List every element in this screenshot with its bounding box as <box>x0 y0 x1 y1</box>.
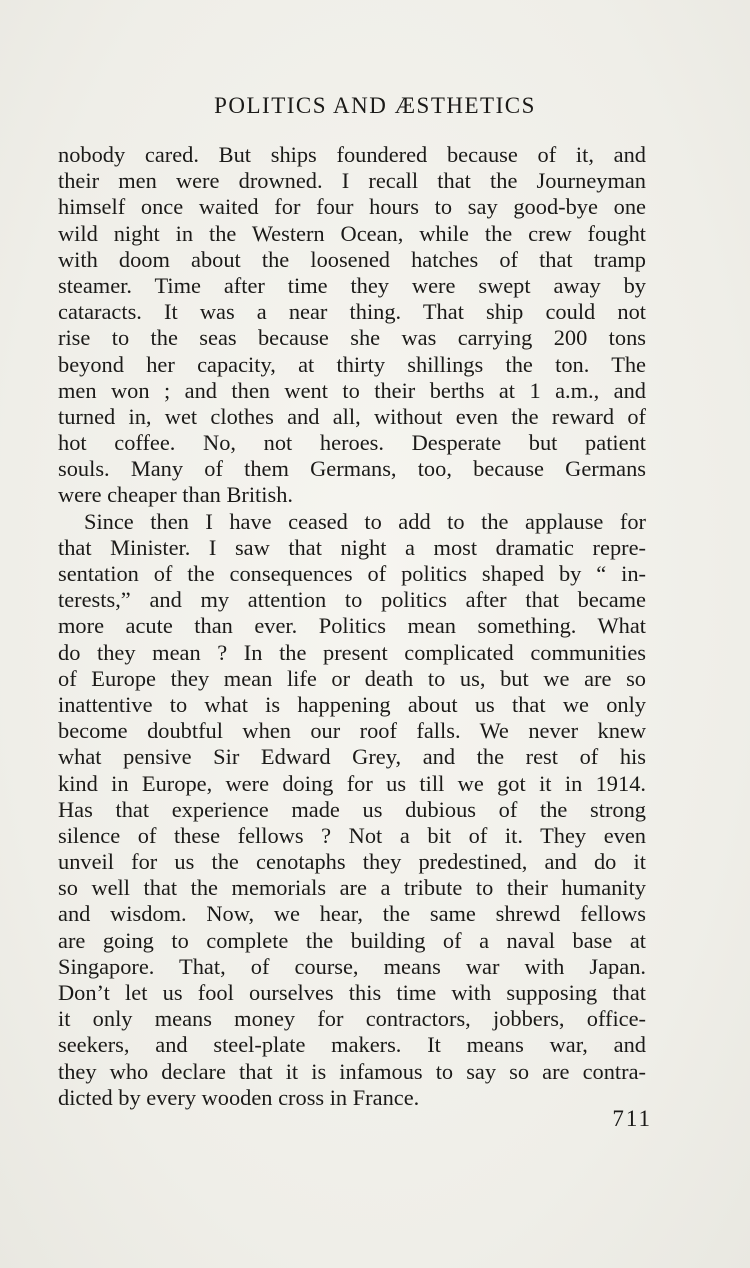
text-line: more acute than ever. Politics mean something. What <box>58 613 646 639</box>
text-line: souls. Many of them Germans, too, because Germans <box>58 456 646 482</box>
text-line: wild night in the Western Ocean, while the crew fought <box>58 220 646 246</box>
text-line: and wisdom. Now, we hear, the same shrewd fellows <box>58 901 646 927</box>
text-line: Has that experience made us dubious of the strong <box>58 796 646 822</box>
text-line: men won ; and then went to their berths at 1 a.m., and <box>58 377 646 403</box>
paragraph <box>58 509 646 1111</box>
page-number: 711 <box>612 1106 652 1131</box>
text-line: become doubtful when our roof falls. We never knew <box>58 718 646 744</box>
text-line: cataracts. It was a near thing. That ship could not <box>58 299 646 325</box>
body-text <box>58 142 646 1111</box>
text-line: they who declare that it is infamous to say so are contra- <box>58 1058 646 1084</box>
text-line: nobody cared. But ships foundered because of it, and <box>58 142 646 167</box>
text-line: silence of these fellows ? Not a bit of it. They even <box>58 822 646 848</box>
text-line: inattentive to what is happening about us that we only <box>58 691 646 717</box>
paragraph <box>58 142 646 509</box>
text-line: are going to complete the building of a naval base at <box>58 927 646 953</box>
text-line: sentation of the consequences of politics shaped by “ in- <box>58 561 646 586</box>
text-line: steamer. Time after time they were swept away by <box>58 272 646 298</box>
text-line: turned in, wet clothes and all, without even the reward of <box>58 403 646 429</box>
text-line: terests,” and my attention to politics after that became <box>58 587 646 613</box>
running-head: POLITICS AND ÆSTHETICS <box>214 93 536 118</box>
text-line: do they mean ? In the present complicated communities <box>58 639 646 665</box>
text-line: what pensive Sir Edward Grey, and the rest of his <box>58 744 646 770</box>
text-line: rise to the seas because she was carrying 200 tons <box>58 325 646 351</box>
text-line: Since then I have ceased to add to the applause for <box>84 508 646 534</box>
text-line: kind in Europe, were doing for us till we got it in 1914. <box>58 770 646 796</box>
text-line: were cheaper than British. <box>58 482 294 508</box>
text-line: their men were drowned. I recall that the Journeyman <box>58 168 646 194</box>
text-line: Singapore. That, of course, means war with Japan. <box>58 953 646 979</box>
text-line: Don’t let us fool ourselves this time with supposing that <box>58 980 646 1005</box>
text-line: that Minister. I saw that night a most dramatic repre- <box>58 534 646 560</box>
text-line: hot coffee. No, not heroes. Desperate but patient <box>58 430 646 456</box>
text-line: it only means money for contractors, jobbers, office- <box>58 1006 646 1032</box>
text-line: so well that the memorials are a tribute to their humanity <box>58 875 646 901</box>
text-line: of Europe they mean life or death to us, but we are so <box>58 665 646 691</box>
text-line: dicted by every wooden cross in France. <box>58 1084 420 1110</box>
text-line: with doom about the loosened hatches of that tramp <box>58 246 646 272</box>
text-line: himself once waited for four hours to say good-bye one <box>58 194 646 220</box>
text-line: seekers, and steel-plate makers. It means war, and <box>58 1032 646 1058</box>
text-line: beyond her capacity, at thirty shillings the ton. The <box>58 351 646 377</box>
text-line: unveil for us the cenotaphs they predestined, and do it <box>58 849 646 875</box>
